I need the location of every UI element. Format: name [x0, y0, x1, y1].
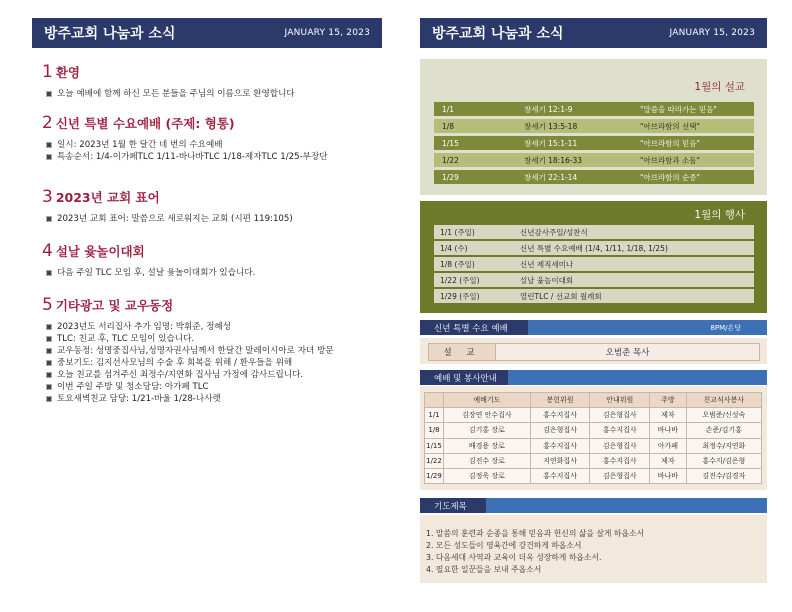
table-header-row [425, 393, 762, 408]
list-item [46, 369, 382, 381]
event-text: 신년 특별 수요예배 (1/4, 1/11, 1/18, 1/25) [520, 243, 668, 253]
list-item [46, 88, 382, 100]
table-row [425, 468, 762, 483]
section-wednesday-service [42, 113, 382, 163]
sermon-title-text: "말씀을 따라가는 믿음" [640, 104, 717, 114]
right-header-title: 방주교회 나눔과 소식 [432, 26, 564, 42]
sermon-row [434, 153, 754, 167]
sermon-date: 1/22 [442, 155, 459, 165]
section-title-text: 설날 윷놀이대회 [55, 244, 145, 259]
list-item [46, 345, 382, 357]
column-header: 예배기도 [444, 393, 531, 408]
section-number: 3 [42, 187, 53, 207]
section-number: 4 [42, 241, 53, 261]
prayer-list [420, 515, 767, 583]
wednesday-service-label: 신년 특별 수요 예배 [420, 320, 528, 335]
table-cell: 홍수지/김은형 [686, 453, 761, 468]
section-title [42, 295, 382, 315]
prayer-item: 2. 모든 성도들이 영육간에 강건하게 하옵소서 [426, 541, 582, 550]
wednesday-service-bar [420, 320, 767, 335]
column-header [425, 393, 444, 408]
table-cell: 배경용 장로 [444, 438, 531, 453]
sermon-scripture: 창세기 15:1-11 [524, 138, 578, 148]
left-panel [32, 18, 382, 405]
preacher-row [428, 343, 760, 361]
section-number: 5 [42, 295, 53, 315]
preacher-label: 설 교 [429, 344, 496, 360]
left-header-date: JANUARY 15, 2023 [284, 28, 370, 38]
prayer-item: 3. 다음세대 사역과 교육이 더욱 성장하게 하옵소서. [426, 553, 602, 562]
sermon-date: 1/1 [442, 104, 455, 114]
list-item [46, 333, 382, 345]
item-text: 일시: 2023년 1월 한 달간 네 번의 수요예배 [57, 140, 223, 150]
left-header [32, 18, 382, 48]
table-row [425, 438, 762, 453]
sermon-date: 1/29 [442, 172, 459, 182]
table-cell: 김은형집사 [590, 468, 650, 483]
list-item [46, 267, 382, 279]
section-title [42, 187, 382, 207]
item-text: 중보기도: 김지선사모님의 수술 후 회복을 위해 / 환우들을 위해 [57, 358, 293, 368]
bullet-icon [46, 360, 52, 366]
item-text: 다음 주일 TLC 모임 후, 설날 윷놀이대회가 있습니다. [57, 268, 256, 278]
item-text: 2023년도 서리집사 추가 임명: 박휘준, 정혜성 [57, 322, 231, 332]
section-title [42, 62, 382, 82]
left-header-title: 방주교회 나눔과 소식 [44, 26, 176, 42]
section-title-text: 신년 특별 수요예배 (주제: 형통) [55, 116, 235, 131]
item-text: TLC: 친교 후, TLC 모임이 있습니다. [57, 334, 195, 344]
list-item [46, 381, 382, 393]
event-date: 1/4 (수) [440, 243, 468, 253]
event-row [434, 225, 754, 239]
event-row [434, 289, 754, 303]
table-cell: 아가페 [650, 438, 687, 453]
event-text: 설날 윷놀이대회 [520, 275, 574, 285]
sermon-date: 1/8 [442, 121, 455, 131]
bullet-icon [46, 91, 52, 97]
item-text: 교우동정: 성명중집사님,성명자권사님께서 한달간 말레이시아로 자녀 방문 [57, 346, 334, 356]
right-header [420, 18, 767, 48]
event-text: 신년감사주일/성찬식 [520, 227, 588, 237]
item-text: 오늘 친교를 섬겨주신 최정수/지연화 집사님 가정에 감사드립니다. [57, 370, 304, 380]
sermon-row [434, 102, 754, 116]
sermon-scripture: 창세기 13:5-18 [524, 121, 578, 131]
event-date: 1/29 (주일) [440, 291, 480, 301]
table-row [425, 408, 762, 423]
table-cell: 홍수지집사 [590, 423, 650, 438]
table-cell: 김기홍 장로 [444, 423, 531, 438]
bullet-icon [46, 270, 52, 276]
table-cell: 김은형집사 [590, 408, 650, 423]
service-label: 예배 및 봉사안내 [420, 370, 508, 385]
bullet-icon [46, 396, 52, 402]
table-cell: 김은형집사 [530, 423, 590, 438]
right-header-date: JANUARY 15, 2023 [669, 28, 755, 38]
service-bar [420, 370, 767, 385]
sermon-row [434, 119, 754, 133]
table-cell: 김진수/김경자 [686, 468, 761, 483]
sermon-scripture: 창세기 12:1-9 [524, 104, 573, 114]
table-cell: 제자 [650, 408, 687, 423]
bullet-icon [46, 216, 52, 222]
table-cell: 오범준/신성숙 [686, 408, 761, 423]
table-cell: 1/8 [425, 423, 444, 438]
table-cell: 홍수지집사 [530, 438, 590, 453]
table-row [425, 453, 762, 468]
sermon-date: 1/15 [442, 138, 459, 148]
table-cell: 김정욱 장로 [444, 468, 531, 483]
table-cell: 홍수지집사 [530, 468, 590, 483]
event-row [434, 273, 754, 287]
event-date: 1/22 (주일) [440, 275, 480, 285]
table-cell: 김진수 장로 [444, 453, 531, 468]
table-cell: 홍수지집사 [590, 453, 650, 468]
bullet-icon [46, 324, 52, 330]
service-table-area [420, 386, 767, 490]
prayer-bar [420, 498, 767, 513]
prayer-bar-fill [486, 498, 767, 513]
section-number: 1 [42, 62, 53, 82]
right-panel [420, 18, 767, 48]
table-cell: 제자 [650, 453, 687, 468]
event-date: 1/8 (주일) [440, 259, 475, 269]
sermon-row [434, 136, 754, 150]
table-cell: 1/1 [425, 408, 444, 423]
sermon-schedule [420, 59, 767, 195]
item-text: 토요새벽친교 담당: 1/21-바울 1/28-나사렛 [57, 394, 221, 404]
list-item [46, 151, 382, 163]
list-item [46, 139, 382, 151]
section-motto [42, 187, 382, 225]
events-title: 1월의 행사 [694, 209, 745, 221]
sermon-row [434, 170, 754, 184]
table-cell: 바나바 [650, 468, 687, 483]
table-cell: 홍수지집사 [530, 408, 590, 423]
table-cell: 1/29 [425, 468, 444, 483]
event-row [434, 257, 754, 271]
table-cell: 1/22 [425, 453, 444, 468]
bullet-icon [46, 142, 52, 148]
bullet-icon [46, 348, 52, 354]
list-item [46, 357, 382, 369]
sermon-scripture: 창세기 22:1-14 [524, 172, 578, 182]
bullet-icon [46, 384, 52, 390]
event-text: 신년 제직세미나 [520, 259, 574, 269]
prayer-item: 1. 말씀의 훈련과 순종을 통해 믿음과 헌신의 삶을 살게 하옵소서 [426, 529, 645, 538]
section-welcome [42, 62, 382, 100]
section-yut-game [42, 241, 382, 279]
column-header: 봉헌위원 [530, 393, 590, 408]
section-title [42, 113, 382, 133]
section-title-text: 환영 [55, 65, 80, 80]
table-cell: 최정수/지연화 [686, 438, 761, 453]
column-header: 친교식사봉사 [686, 393, 761, 408]
table-row [425, 423, 762, 438]
bullet-icon [46, 336, 52, 342]
list-item [46, 321, 382, 333]
sermon-title-text: "아브라함의 선택" [640, 121, 700, 131]
table-cell: 손준/김기홍 [686, 423, 761, 438]
section-announcements [42, 295, 382, 405]
item-text: 이번 주일 주방 및 청소당담: 아가페 TLC [57, 382, 209, 392]
prayer-item: 4. 필요한 일꾼들을 보내 주옵소서 [426, 565, 542, 574]
section-title-text: 기타광고 및 교우동정 [55, 298, 174, 313]
prayer-label: 기도제목 [420, 498, 486, 513]
column-header: 안내위원 [590, 393, 650, 408]
sermon-title-text: "아브라함의 믿음" [640, 138, 700, 148]
section-number: 2 [42, 113, 53, 133]
service-table [424, 392, 762, 484]
item-text: 오늘 예배에 함께 하신 모든 분들을 주님의 이름으로 환영합니다 [57, 89, 295, 99]
table-cell: 김장연 안수집사 [444, 408, 531, 423]
service-bar-fill [508, 370, 767, 385]
sermon-title-text: "아브라함의 순종" [640, 172, 700, 182]
list-item [46, 393, 382, 405]
table-cell: 지연화집사 [530, 453, 590, 468]
sermon-scripture: 창세기 18:16-33 [524, 155, 582, 165]
list-item [46, 213, 382, 225]
preacher-box [420, 338, 767, 364]
preacher-name: 오범준 목사 [496, 344, 759, 360]
event-text: 열린TLC / 선교회 월례회 [520, 291, 602, 301]
sermon-title: 1월의 설교 [694, 81, 745, 93]
section-title [42, 241, 382, 261]
section-title-text: 2023년 교회 표어 [55, 190, 160, 205]
item-text: 특송순서: 1/4-이가페TLC 1/11-바나바TLC 1/18-제자TLC 1/25-부장단 [57, 152, 328, 162]
table-cell: 바나바 [650, 423, 687, 438]
sermon-title-text: "아브라함과 소돔" [640, 155, 700, 165]
bullet-icon [46, 372, 52, 378]
table-cell: 1/15 [425, 438, 444, 453]
item-text: 2023년 교회 표어: 말씀으로 새로워지는 교회 (시편 119:105) [57, 214, 293, 224]
column-header: 주방 [650, 393, 687, 408]
bullet-icon [46, 154, 52, 160]
event-date: 1/1 (주일) [440, 227, 475, 237]
event-row [434, 241, 754, 255]
table-cell: 김은형집사 [590, 438, 650, 453]
wednesday-service-time: 8PM/온당 [528, 320, 767, 335]
events-schedule [420, 201, 767, 313]
